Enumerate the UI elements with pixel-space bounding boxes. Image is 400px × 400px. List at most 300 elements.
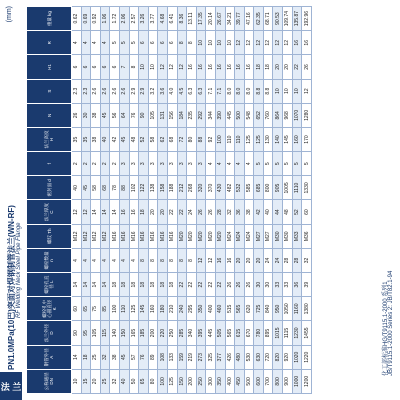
table-cell: 16 (129, 200, 139, 224)
table-cell: 4 (206, 152, 216, 176)
table-cell: 85 (100, 297, 110, 321)
table-row (119, 7, 129, 394)
table-cell: 1455 (302, 321, 312, 345)
table-row (167, 7, 177, 394)
table-cell: M30 (283, 224, 293, 248)
table-cell: 377 (215, 345, 225, 369)
table-cell: 3.26 (139, 7, 149, 31)
table-cell: 600 (254, 369, 264, 393)
table-cell: 18 (263, 55, 273, 79)
table-cell: 14 (100, 200, 110, 224)
table-cell: 895 (263, 321, 273, 345)
table-cell: 18 (254, 55, 264, 79)
table-cell: 8.8 (263, 79, 273, 103)
table-cell: 35 (81, 127, 91, 151)
table-cell: 16 (215, 55, 225, 79)
table-cell: M12 (81, 224, 91, 248)
table-cell: 45 (100, 103, 110, 127)
table-cell: 24 (273, 248, 283, 272)
table-cell: 12 (263, 31, 273, 55)
table-cell: 30 (254, 273, 264, 297)
table-cell: 16 (225, 55, 235, 79)
table-cell: 6.3 (187, 79, 197, 103)
table-cell: 48 (129, 127, 139, 151)
table-cell: 1.06 (100, 7, 110, 31)
table-cell: 4 (235, 152, 245, 176)
table-cell: 2.9 (129, 79, 139, 103)
table-cell: 1.72 (110, 7, 120, 31)
table-cell: 12 (72, 200, 82, 224)
table-cell: 24 (263, 248, 273, 272)
table-cell: 22 (167, 200, 177, 224)
table-cell: 652 (254, 103, 264, 127)
table-cell: 820 (273, 345, 283, 369)
table-cell: 12 (81, 200, 91, 224)
table-cell: 18 (158, 273, 168, 297)
table-cell: 565 (235, 297, 245, 321)
table-cell: 4 (91, 248, 101, 272)
table-cell: 125 (244, 127, 254, 151)
table-cell: 3 (148, 152, 158, 176)
table-cell: 390 (215, 103, 225, 127)
table-cell: M20 (215, 224, 225, 248)
table-cell: 548 (244, 103, 254, 127)
table-cell: 26 (244, 273, 254, 297)
table-cell: 515 (225, 297, 235, 321)
table-cell: 68 (100, 176, 110, 200)
table-cell: M20 (206, 224, 216, 248)
table-cell: 1070 (292, 103, 302, 127)
table-cell: 92 (206, 127, 216, 151)
table-cell: 630 (254, 345, 264, 369)
table-cell: 4.5 (177, 79, 187, 103)
table-row (196, 7, 206, 394)
table-cell: 250 (196, 369, 206, 393)
table-cell: 273 (196, 345, 206, 369)
table-cell: 780 (254, 321, 264, 345)
table-cell: 18 (81, 345, 91, 369)
table-cell: 22 (196, 273, 206, 297)
table-cell: 12 (196, 248, 206, 272)
table-cell: 58 (148, 127, 158, 151)
table-cell: 3.2 (148, 79, 158, 103)
table-cell: 20 (91, 369, 101, 393)
table-cell: M24 (244, 224, 254, 248)
table-row (148, 7, 158, 394)
table-cell: 5 (129, 31, 139, 55)
table-cell: 90.53 (273, 7, 283, 31)
table-cell: 8.0 (244, 79, 254, 103)
table-cell: 88 (196, 127, 206, 151)
table-cell: M30 (273, 224, 283, 248)
table-cell: 2.6 (100, 79, 110, 103)
table-cell: 344 (206, 103, 216, 127)
table-cell: 10 (292, 79, 302, 103)
table-cell: M27 (263, 224, 273, 248)
table-cell: 14 (72, 345, 82, 369)
table-cell: M16 (158, 224, 168, 248)
table-cell: 400 (206, 297, 216, 321)
table-cell: 8.8 (254, 79, 264, 103)
table-cell: 670 (244, 321, 254, 345)
table-cell: 95 (81, 321, 91, 345)
table-cell: 38 (91, 103, 101, 127)
flange-table (26, 6, 312, 394)
page-subtitle: RF Welding Neck Steel Pipe Flange (16, 222, 22, 318)
table-cell: 950 (273, 297, 283, 321)
table-cell: 16 (119, 200, 129, 224)
table-cell: 460 (215, 297, 225, 321)
table-cell: 57 (129, 345, 139, 369)
table-cell: 4 (225, 152, 235, 176)
table-cell: 26 (196, 200, 206, 224)
table-cell: 3.77 (148, 7, 158, 31)
table-cell: 920 (283, 345, 293, 369)
table-cell: 28 (283, 248, 293, 272)
table-cell: 2 (81, 152, 91, 176)
table-cell: 16 (235, 55, 245, 79)
table-cell: 864 (273, 103, 283, 127)
column-header: 螺栓数量 n (27, 248, 72, 272)
table-cell: 8 (158, 248, 168, 272)
table-cell: 4 (110, 248, 120, 272)
table-cell: 42 (110, 127, 120, 151)
table-cell: 40 (100, 127, 110, 151)
table-cell: 6.3 (196, 79, 206, 103)
table-cell: 122 (139, 176, 149, 200)
table-cell: 60 (72, 297, 82, 321)
table-cell: 6 (110, 55, 120, 79)
table-cell: 210 (167, 297, 177, 321)
table-cell: 45 (119, 127, 129, 151)
table-cell: 8 (177, 31, 187, 55)
table-cell: 1200 (302, 369, 312, 393)
table-cell: 4 (72, 248, 82, 272)
table-cell: 36 (292, 273, 302, 297)
table-cell: 532 (235, 176, 245, 200)
table-cell: 110 (235, 127, 245, 151)
table-cell: 3 (177, 152, 187, 176)
table-cell: 76 (139, 345, 149, 369)
table-cell: 0.92 (91, 7, 101, 31)
table-cell: 10 (283, 79, 293, 103)
table-cell: 12 (254, 31, 264, 55)
table-cell: 12 (206, 248, 216, 272)
table-cell: 220 (158, 321, 168, 345)
table-cell: 1160 (292, 297, 302, 321)
table-cell: 13.11 (187, 7, 197, 31)
table-cell: 1000 (292, 369, 302, 393)
table-cell: 4 (72, 31, 82, 55)
table-cell: 26 (206, 200, 216, 224)
table-cell: M16 (119, 224, 129, 248)
table-cell: 6 (91, 55, 101, 79)
table-cell: 12 (302, 79, 312, 103)
table-cell: 80 (148, 369, 158, 393)
table-cell: 2.6 (119, 79, 129, 103)
table-row (139, 7, 149, 394)
table-cell: 16 (187, 55, 197, 79)
table-cell: 125 (129, 297, 139, 321)
table-cell: 7.1 (215, 79, 225, 103)
table-cell: 20 (235, 248, 245, 272)
table-cell: 42 (254, 200, 264, 224)
table-cell: M16 (148, 224, 158, 248)
table-row (225, 7, 235, 394)
table-cell: 14 (110, 200, 120, 224)
table-cell: 25 (100, 369, 110, 393)
table-cell: 8 (187, 248, 197, 272)
table-cell: 6.41 (167, 7, 177, 31)
table-row (215, 7, 225, 394)
table-cell: 24 (187, 200, 197, 224)
table-cell: 1280 (302, 103, 312, 127)
table-cell: 720 (263, 345, 273, 369)
table-cell: 14 (91, 200, 101, 224)
table-cell: 10 (225, 31, 235, 55)
table-cell: 28 (292, 248, 302, 272)
table-cell: 65 (81, 297, 91, 321)
table-cell: 12 (244, 31, 254, 55)
table-cell: 158 (158, 176, 168, 200)
table-cell: 340 (187, 321, 197, 345)
table-cell: 2 (100, 152, 110, 176)
table-cell: 38 (110, 345, 120, 369)
table-cell: 159 (177, 345, 187, 369)
table-cell: 68 (167, 127, 177, 151)
table-cell: 16 (292, 31, 302, 55)
column-header: 公称通径 DN (27, 369, 72, 393)
table-body (72, 7, 312, 394)
table-row (235, 7, 245, 394)
table-cell: 395 (196, 321, 206, 345)
table-cell: 88 (119, 176, 129, 200)
table-cell: 39 (302, 273, 312, 297)
table-cell: 295 (187, 297, 197, 321)
table-cell: 5 (263, 152, 273, 176)
table-cell: 1230 (292, 321, 302, 345)
table-row (177, 7, 187, 394)
table-cell: 26 (72, 103, 82, 127)
table-cell: 28 (215, 200, 225, 224)
column-header: 密封面 d (27, 176, 72, 200)
table-cell: 125 (167, 369, 177, 393)
table-cell: 0.62 (72, 7, 82, 31)
table-cell: 16 (244, 55, 254, 79)
table-cell: 8 (187, 31, 197, 55)
table-cell: M12 (91, 224, 101, 248)
table-cell: 450 (235, 369, 245, 393)
table-cell: 20 (244, 248, 254, 272)
table-cell: 370 (206, 176, 216, 200)
column-header: 法兰厚度 C (27, 200, 72, 224)
table-cell: 5 (283, 152, 293, 176)
table-cell: 5 (110, 31, 120, 55)
table-cell: 5 (119, 31, 129, 55)
table-cell: 140 (110, 321, 120, 345)
table-cell: 426 (225, 345, 235, 369)
table-cell: M36 (302, 224, 312, 248)
table-cell: 47.16 (244, 7, 254, 31)
table-cell: 6 (139, 31, 149, 55)
table-cell: 7 (119, 55, 129, 79)
table-cell: 62.35 (254, 7, 264, 31)
table-cell: 45 (119, 345, 129, 369)
table-cell: 3.6 (158, 79, 168, 103)
table-cell: 5 (273, 152, 283, 176)
table-cell: 2.57 (129, 7, 139, 31)
table-cell: 2.6 (110, 79, 120, 103)
table-cell: 4 (129, 248, 139, 272)
table-cell: 16 (225, 248, 235, 272)
table-cell: 700 (263, 369, 273, 393)
table-cell: 3 (167, 152, 177, 176)
table-cell: 165 (129, 321, 139, 345)
table-cell: 14 (72, 273, 82, 297)
table-cell: 1050 (283, 297, 293, 321)
table-cell: 12 (235, 31, 245, 55)
table-cell: 105 (91, 321, 101, 345)
table-cell: 35 (72, 127, 82, 151)
table-cell: 110 (225, 127, 235, 151)
table-cell: 2 (72, 152, 82, 176)
table-cell: 212 (177, 176, 187, 200)
table-cell: 76 (129, 103, 139, 127)
table-cell: 72 (177, 127, 187, 151)
table-cell: 36 (235, 200, 245, 224)
table-cell: 800 (273, 369, 283, 393)
table-cell: 1220 (302, 345, 312, 369)
table-cell: 75 (91, 297, 101, 321)
table-cell: 1330 (302, 176, 312, 200)
unit-label: (mm) (6, 6, 13, 23)
table-cell: 16 (206, 55, 216, 79)
table-cell: 140 (273, 127, 283, 151)
table-cell: 89 (148, 345, 158, 369)
table-cell: 26 (225, 273, 235, 297)
table-cell: 40 (263, 200, 273, 224)
table-cell: 185 (139, 321, 149, 345)
table-cell: 18 (139, 273, 149, 297)
table-cell: 430 (215, 176, 225, 200)
table-cell: 3 (196, 152, 206, 176)
column-header: 重量 kg (27, 7, 72, 31)
table-cell: 65 (139, 369, 149, 393)
table-cell: 6 (158, 31, 168, 55)
table-cell: 30 (263, 273, 273, 297)
table-cell: 300 (206, 369, 216, 393)
table-cell: 33 (273, 273, 283, 297)
column-header: 法兰高度 H (27, 127, 72, 151)
table-cell: 64 (119, 103, 129, 127)
table-cell: 131 (158, 103, 168, 127)
table-cell: 4.68 (158, 7, 168, 31)
table-cell: 32 (100, 345, 110, 369)
table-cell: 105 (148, 103, 158, 127)
table-cell: 12 (158, 55, 168, 79)
table-cell: 219 (187, 345, 197, 369)
table-cell: 1020 (292, 345, 302, 369)
table-cell: 1110 (292, 176, 302, 200)
table-cell: 22 (215, 273, 225, 297)
table-cell: 4 (81, 248, 91, 272)
table-row (244, 7, 254, 394)
column-header: S (27, 79, 72, 103)
column-header: 螺栓孔中心圆直径 K (27, 297, 72, 321)
standard-label-1: 化工部标准HG/T9115.1-2000 系列1 (383, 281, 389, 376)
table-row (273, 7, 283, 394)
table-cell: 2 (110, 152, 120, 176)
table-cell: 100 (110, 297, 120, 321)
table-cell: M16 (167, 224, 177, 248)
table-cell: 26 (302, 55, 312, 79)
table-cell: 6 (148, 31, 158, 55)
table-cell: 188 (167, 176, 177, 200)
table-cell: 38 (244, 200, 254, 224)
column-header: H1 (27, 55, 72, 79)
column-header: 螺纹 Th (27, 224, 72, 248)
table-cell: 32 (110, 369, 120, 393)
table-cell: 10 (215, 31, 225, 55)
table-cell: 130 (263, 127, 273, 151)
table-cell: 10 (273, 79, 283, 103)
table-cell: 58 (91, 176, 101, 200)
table-cell: 40 (72, 176, 82, 200)
table-cell: 22 (292, 55, 302, 79)
table-cell: 445 (225, 103, 235, 127)
table-cell: 10 (196, 31, 206, 55)
table-cell: 10 (206, 31, 216, 55)
table-cell: 22 (177, 200, 187, 224)
table-cell: 32 (302, 248, 312, 272)
table-cell: M27 (254, 224, 264, 248)
table-row (72, 7, 82, 394)
table-cell: 100 (158, 369, 168, 393)
table-cell: M12 (72, 224, 82, 248)
table-cell: M20 (177, 224, 187, 248)
table-cell: 250 (167, 321, 177, 345)
table-cell: 292 (196, 103, 206, 127)
table-cell: 18 (119, 273, 129, 297)
table-cell: 1380 (302, 297, 312, 321)
table-cell: 6 (167, 31, 177, 55)
table-cell: 110 (119, 297, 129, 321)
table-cell: 16 (302, 31, 312, 55)
table-cell: 12 (273, 31, 283, 55)
table-row (283, 7, 293, 394)
table-cell: 12 (283, 31, 293, 55)
table-cell: 5 (292, 152, 302, 176)
table-cell: 905 (273, 176, 283, 200)
table-row (263, 7, 273, 394)
section-tab: 法 兰 (0, 372, 22, 400)
table-cell: 968 (283, 103, 293, 127)
column-header: R (27, 31, 72, 55)
table-cell: 6 (72, 55, 82, 79)
table-cell: 8.0 (225, 79, 235, 103)
table-cell: 800 (263, 176, 273, 200)
table-row (100, 7, 110, 394)
table-cell: 26 (235, 273, 245, 297)
column-header: 钢管外径 A (27, 345, 72, 369)
table-cell: 160 (292, 127, 302, 151)
table-cell: 4 (100, 248, 110, 272)
table-cell: 2.3 (72, 79, 82, 103)
table-cell: 68.71 (263, 7, 273, 31)
table-cell: 18 (139, 200, 149, 224)
table-cell: 482 (225, 176, 235, 200)
table-cell: 33 (283, 273, 293, 297)
